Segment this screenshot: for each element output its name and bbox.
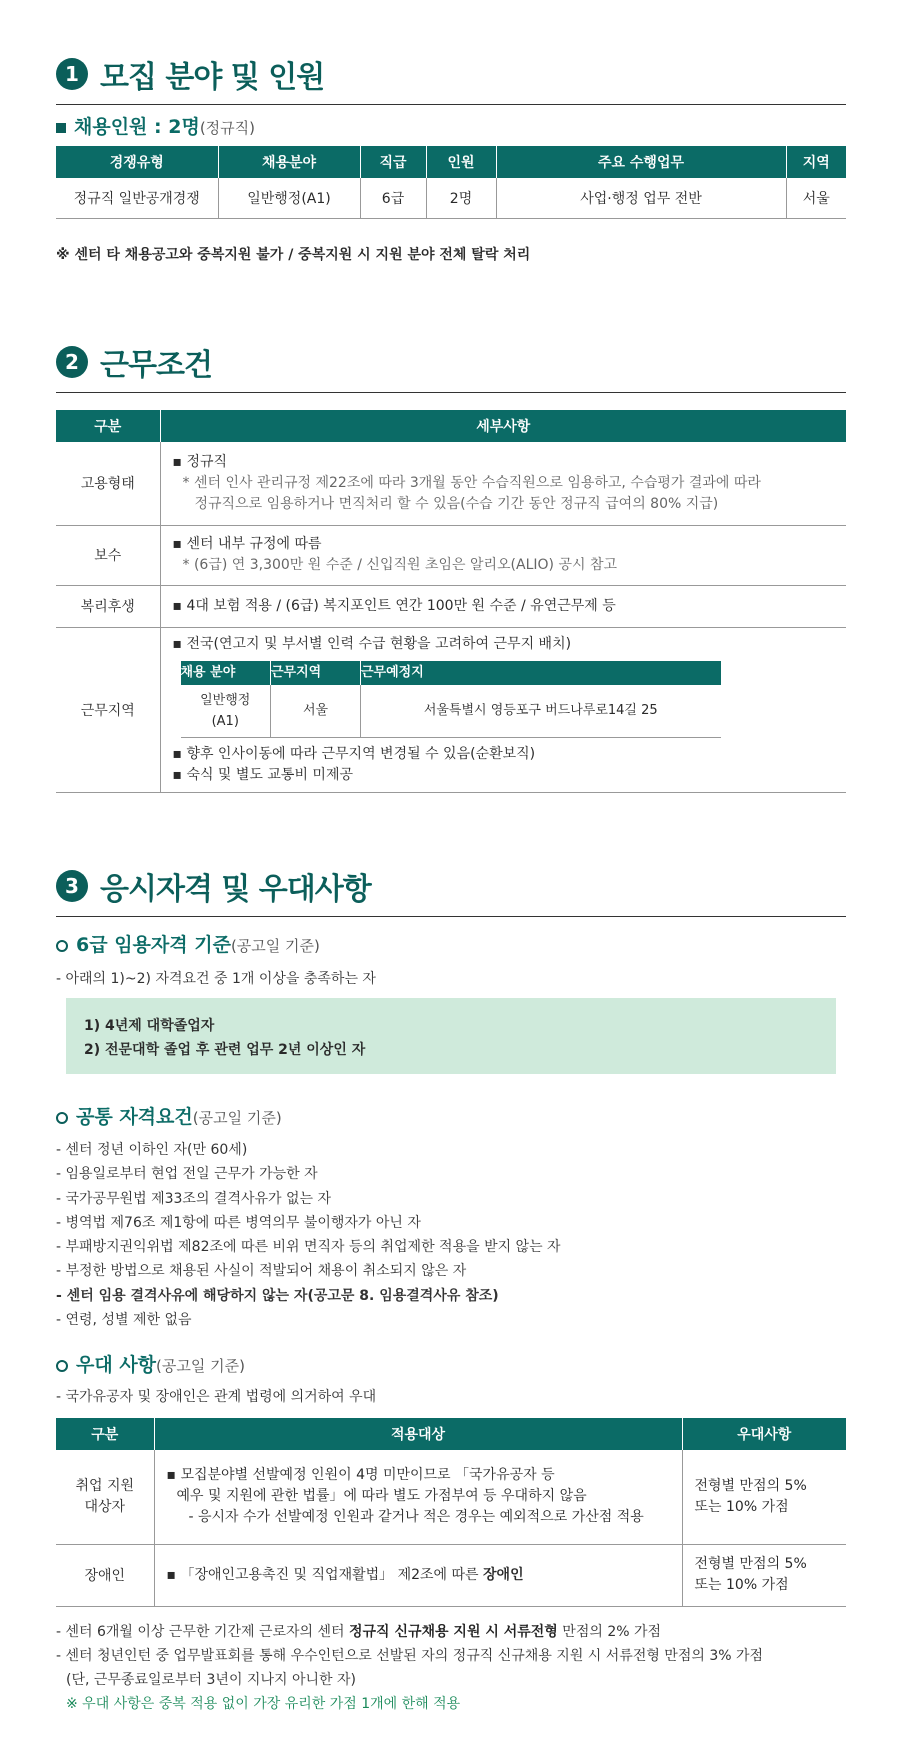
- pref-row2-benefit-2: 또는 10% 가점: [694, 1577, 789, 1593]
- recruit-cell-duty: 사업·행정 업무 전반: [496, 178, 786, 218]
- pref-title: 우대 사항: [76, 1354, 157, 1376]
- work-th-details: 세부사항: [160, 410, 846, 442]
- recruit-cell-count: 2명: [426, 178, 496, 218]
- list-item: - 연령, 성별 제한 없음: [56, 1312, 192, 1329]
- pref-row2-label: 장애인: [56, 1544, 154, 1606]
- list-item: 1) 4년제 대학졸업자: [84, 1018, 215, 1034]
- table-row: [56, 178, 846, 218]
- work-conditions-table: [56, 410, 846, 793]
- pref-row1-label-2: 대상자: [84, 1498, 126, 1515]
- list-item: - 임용일로부터 현업 전일 근무가 가능한 자: [56, 1166, 318, 1183]
- pref-desc: - 국가유공자 및 장애인은 관계 법령에 의거하여 우대: [56, 1389, 377, 1405]
- employment-details: [160, 442, 846, 525]
- recruit-th-field: 채용분야: [218, 146, 360, 178]
- grade6-desc: - 아래의 1)~2) 자격요건 중 1개 이상을 충족하는 자: [56, 971, 376, 987]
- inner-th-place: 근무예정지: [361, 661, 721, 685]
- common-heading: [56, 1102, 282, 1129]
- list-item: - 부정한 방법으로 채용된 사실이 적발되어 채용이 취소되지 않은 자: [56, 1263, 467, 1280]
- pref-footnotes: [56, 1620, 763, 1716]
- inner-cell-region: 서울: [271, 685, 361, 738]
- pref-row1-label-1: 취업 지원: [75, 1477, 135, 1494]
- section-3-title: 응시자격 및 우대사항: [100, 872, 371, 907]
- table-row: [56, 1544, 846, 1606]
- employment-line-1: ▪ 정규직: [172, 453, 228, 470]
- location-line-1: ▪ 전국(연고지 및 부서별 인력 수급 현황을 고려하여 근무지 배치): [172, 635, 572, 652]
- pref-basis: (공고일 기준): [156, 1357, 245, 1375]
- location-label: 근무지역: [56, 627, 160, 792]
- employment-line-3: 정규직으로 임용하거나 면직처리 할 수 있음(수습 기간 동안 정규직 급여의 80% 지급): [194, 495, 719, 512]
- common-basis: (공고일 기준): [192, 1109, 282, 1127]
- location-inner-table: [181, 661, 721, 738]
- pref-row1-target: [154, 1450, 682, 1544]
- table-row: [56, 585, 846, 627]
- table-row: [56, 627, 846, 792]
- grade6-title: 6급 임용자격 기준: [76, 934, 231, 956]
- location-line-2: ▪ 향후 인사이동에 따라 근무지역 변경될 수 있음(순환보직): [172, 745, 536, 762]
- circle-bullet-icon: [56, 940, 68, 952]
- recruit-count-heading: [56, 112, 255, 139]
- table-row: [181, 685, 721, 738]
- section-2-number: 2: [56, 346, 88, 378]
- section-1-number: 1: [56, 58, 88, 90]
- table-row: [56, 442, 846, 525]
- list-item: - 센터 정년 이하인 자(만 60세): [56, 1142, 248, 1158]
- list-item: 2) 전문대학 졸업 후 관련 업무 2년 이상인 자: [84, 1042, 366, 1058]
- list-item: - 센터 임용 결격사유에 해당하지 않는 자(공고문 8. 임용결격사유 참조): [56, 1287, 499, 1304]
- pref-row2-text: ▪ 「장애인고용촉진 및 직업재활법」 제2조에 따른: [166, 1566, 484, 1583]
- recruit-th-duty: 주요 수행업무: [496, 146, 786, 178]
- pay-label: 보수: [56, 525, 160, 585]
- recruit-cell-grade: 6급: [360, 178, 426, 218]
- recruit-cell-region: 서울: [786, 178, 846, 218]
- pref-table: [56, 1418, 846, 1607]
- pref-row2-target: [154, 1544, 682, 1606]
- pref-heading: [56, 1350, 245, 1377]
- pref-row2-benefit-1: 전형별 만점의 5%: [694, 1556, 807, 1572]
- table-row: [56, 525, 846, 585]
- square-bullet-icon: [56, 123, 66, 133]
- recruit-cell-type: 정규직 일반공개경쟁: [56, 178, 218, 218]
- section-3-header: [56, 864, 846, 917]
- pref-foot-1-pre: - 센터 6개월 이상 근무한 기간제 근로자의 센터: [56, 1624, 349, 1640]
- inner-th-region: 근무지역: [271, 661, 361, 685]
- recruit-cell-field: 일반행정(A1): [218, 178, 360, 218]
- grade6-basis: (공고일 기준): [230, 937, 320, 955]
- section-2-header: [56, 340, 846, 393]
- pref-th-target: 적용대상: [154, 1418, 682, 1450]
- list-item: - 부패방지권익위법 제82조에 따른 비위 면직자 등의 취업제한 적용을 받지 않는 자: [56, 1239, 561, 1256]
- section-1-header: [56, 52, 846, 105]
- work-th-category: 구분: [56, 410, 160, 442]
- pref-row1-line-3: - 응시자 수가 선발예정 인원과 같거나 적은 경우는 예외적으로 가산점 적용: [188, 1509, 644, 1526]
- employment-label: 고용형태: [56, 442, 160, 525]
- list-item: - 병역법 제76조 제1항에 따른 병역의무 불이행자가 아닌 자: [56, 1214, 421, 1231]
- pref-foot-4: ※ 우대 사항은 중복 적용 없이 가장 유리한 가점 1개에 한해 적용: [66, 1696, 461, 1712]
- recruit-th-grade: 직급: [360, 146, 426, 178]
- grade6-heading: [56, 930, 320, 957]
- grade6-requirement-box: [66, 998, 836, 1074]
- pref-row1-benefit-2: 또는 10% 가점: [694, 1498, 789, 1515]
- pref-row1-line-1: ▪ 모집분야별 선발예정 인원이 4명 미만이므로 「국가유공자 등: [166, 1467, 555, 1484]
- pref-foot-1: [56, 1620, 763, 1644]
- inner-cell-field: 일반행정(A1): [181, 685, 271, 738]
- pref-row1-benefit-1: 전형별 만점의 5%: [694, 1477, 807, 1494]
- circle-bullet-icon: [56, 1360, 68, 1372]
- location-details: [160, 627, 846, 792]
- pref-th-category: 구분: [56, 1418, 154, 1450]
- pref-row1-label: [56, 1450, 154, 1544]
- section-2-title: 근무조건: [100, 348, 212, 383]
- pref-row1-benefit: [682, 1450, 846, 1544]
- common-title: 공통 자격요건: [76, 1106, 193, 1128]
- pref-foot-1-bold: 정규직 신규채용 지원 시 서류전형: [349, 1624, 558, 1640]
- circle-bullet-icon: [56, 1112, 68, 1124]
- table-row: [56, 1450, 846, 1544]
- pref-th-benefit: 우대사항: [682, 1418, 846, 1450]
- recruit-table: [56, 146, 846, 219]
- inner-th-field: 채용 분야: [181, 661, 271, 685]
- inner-cell-place: 서울특별시 영등포구 버드나루로14길 25: [361, 685, 721, 738]
- list-item: - 국가공무원법 제33조의 결격사유가 없는 자: [56, 1190, 332, 1207]
- pay-line-1: ▪ 센터 내부 규정에 따름: [172, 536, 322, 552]
- recruit-count-label: 채용인원 : 2명: [74, 116, 200, 138]
- pref-foot-3: (단, 근무종료일로부터 3년이 지나지 아니한 자): [66, 1672, 356, 1688]
- pref-row1-line-2: 예우 및 지원에 관한 법률」에 따라 별도 가점부여 등 우대하지 않음: [176, 1488, 587, 1505]
- recruit-count-type: (정규직): [199, 119, 256, 137]
- pref-row2-bold: 장애인: [483, 1566, 524, 1583]
- section-1-title: 모집 분야 및 인원: [100, 60, 325, 95]
- location-line-3: ▪ 숙식 및 별도 교통비 미제공: [172, 766, 354, 783]
- recruit-th-region: 지역: [786, 146, 846, 178]
- recruit-th-type: 경쟁유형: [56, 146, 218, 178]
- duplicate-apply-note: ※ 센터 타 채용공고와 중복지원 불가 / 중복지원 시 지원 분야 전체 탈락 처리: [56, 247, 531, 263]
- welfare-details: ▪ 4대 보험 적용 / (6급) 복지포인트 연간 100만 원 수준 / 유연근무제 등: [160, 585, 846, 627]
- pref-foot-1-post: 만점의 2% 가점: [557, 1624, 662, 1640]
- common-list: [56, 1138, 561, 1332]
- pref-foot-2: - 센터 청년인턴 중 업무발표회를 통해 우수인턴으로 선발된 자의 정규직 신규채용 지원 시 서류전형 만점의 3% 가점: [56, 1648, 764, 1664]
- pay-line-2: * (6급) 연 3,300만 원 수준 / 신입직원 초임은 알리오(ALIO) 공시 참고: [182, 557, 618, 573]
- recruit-th-count: 인원: [426, 146, 496, 178]
- employment-line-2: * 센터 인사 관리규정 제22조에 따라 3개월 동안 수습직원으로 임용하고, 수습평가 결과에 따라: [182, 474, 761, 491]
- welfare-label: 복리후생: [56, 585, 160, 627]
- pay-details: [160, 525, 846, 585]
- pref-row2-benefit: [682, 1544, 846, 1606]
- section-3-number: 3: [56, 870, 88, 902]
